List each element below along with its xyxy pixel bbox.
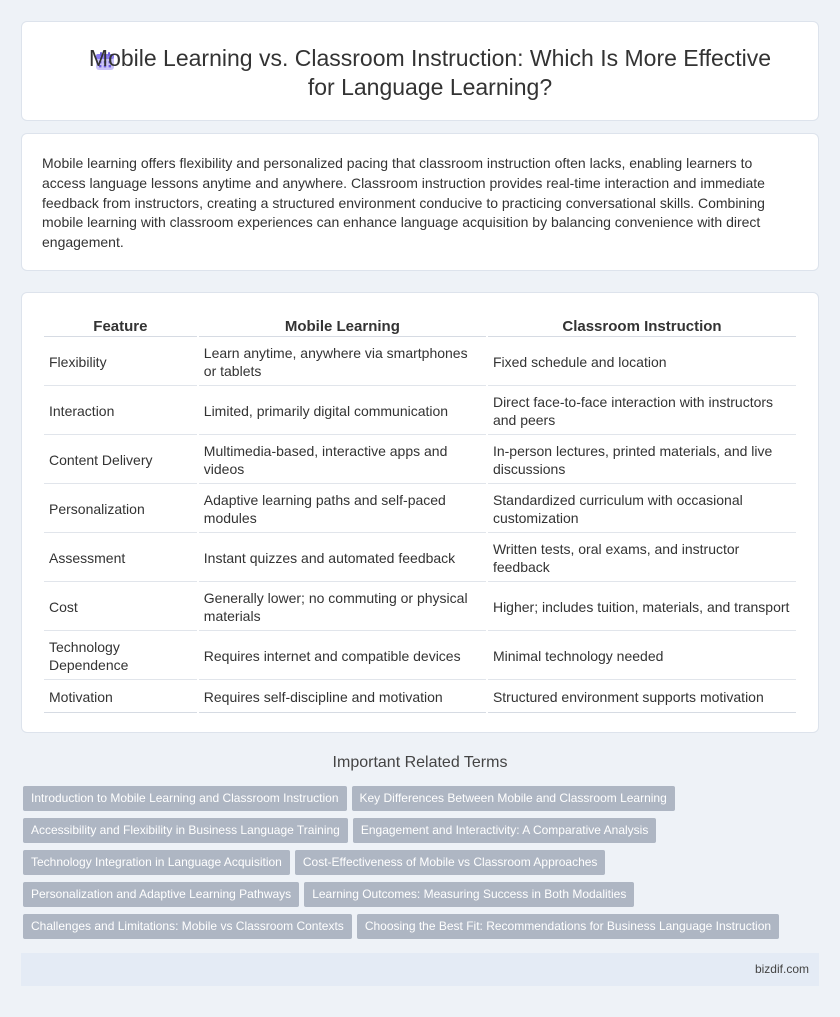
footer-site-link[interactable]: bizdif.com [754, 962, 809, 976]
page-title: Mobile Learning vs. Classroom Instruction: Which Is More Effective for Language Learning? [88, 45, 772, 100]
table-row [44, 633, 796, 680]
footer [21, 953, 819, 986]
related-terms-heading: Important Related Terms [332, 754, 508, 771]
table-row [44, 437, 796, 484]
mobile-cell: Limited, primarily digital communication [199, 388, 486, 435]
feature-cell: Content Delivery [44, 437, 197, 484]
related-term-tag[interactable]: Personalization and Adaptive Learning Pathways [23, 882, 299, 907]
mobile-cell: Requires internet and compatible devices [199, 633, 486, 680]
related-term-tag[interactable]: Engagement and Interactivity: A Comparative Analysis [353, 818, 657, 843]
header-mobile-learning: Mobile Learning [199, 317, 486, 337]
mobile-cell: Learn anytime, anywhere via smartphones or tablets [199, 339, 486, 386]
feature-cell: Flexibility [44, 339, 197, 386]
related-term-tag[interactable]: Accessibility and Flexibility in Business Language Training [23, 818, 348, 843]
related-terms-list [23, 786, 823, 946]
related-term-tag[interactable]: Learning Outcomes: Measuring Success in Both Modalities [304, 882, 634, 907]
feature-cell: Technology Dependence [44, 633, 197, 680]
comparison-table-card [21, 292, 819, 733]
feature-cell: Interaction [44, 388, 197, 435]
related-term-tag[interactable]: Challenges and Limitations: Mobile vs Classroom Contexts [23, 914, 352, 939]
classroom-cell: Standardized curriculum with occasional customization [488, 486, 796, 533]
mobile-cell: Adaptive learning paths and self-paced modules [199, 486, 486, 533]
mobile-cell: Instant quizzes and automated feedback [199, 535, 486, 582]
header-feature: Feature [44, 317, 197, 337]
table-row [44, 584, 796, 631]
table-row [44, 486, 796, 533]
mobile-cell: Generally lower; no commuting or physical materials [199, 584, 486, 631]
related-term-tag[interactable]: Key Differences Between Mobile and Classroom Learning [352, 786, 675, 811]
related-term-tag[interactable]: Choosing the Best Fit: Recommendations for Business Language Instruction [357, 914, 779, 939]
table-header-row [44, 317, 796, 337]
classroom-cell: Minimal technology needed [488, 633, 796, 680]
table-row [44, 339, 796, 386]
table-row [44, 388, 796, 435]
mobile-cell: Multimedia-based, interactive apps and videos [199, 437, 486, 484]
feature-cell: Cost [44, 584, 197, 631]
header-classroom-instruction: Classroom Instruction [488, 317, 796, 337]
feature-cell: Motivation [44, 682, 197, 713]
intro-card [21, 133, 819, 271]
related-term-tag[interactable]: Cost-Effectiveness of Mobile vs Classroom Approaches [295, 850, 606, 875]
comparison-table [42, 315, 798, 715]
mobile-cell: Requires self-discipline and motivation [199, 682, 486, 713]
table-row [44, 682, 796, 713]
classroom-cell: Higher; includes tuition, materials, and transport [488, 584, 796, 631]
feature-cell: Assessment [44, 535, 197, 582]
classroom-cell: Structured environment supports motivation [488, 682, 796, 713]
classroom-cell: Direct face-to-face interaction with instructors and peers [488, 388, 796, 435]
classroom-cell: Written tests, oral exams, and instructor feedback [488, 535, 796, 582]
title-card [21, 21, 819, 121]
related-term-tag[interactable]: Technology Integration in Language Acquisition [23, 850, 290, 875]
feature-cell: Personalization [44, 486, 197, 533]
related-term-tag[interactable]: Introduction to Mobile Learning and Classroom Instruction [23, 786, 347, 811]
classroom-cell: Fixed schedule and location [488, 339, 796, 386]
intro-paragraph: Mobile learning offers flexibility and personalized pacing that classroom instruction often lacks, enabling learners to access language lessons anytime and anywhere. Classroom instruction provides real-time interaction and immediate feedback from instructors, creating a structured environment conducive to practicing conversational skills. Combining mobile learning with classroom experiences can enhance language acquisition by balancing convenience with direct engagement. [42, 155, 765, 251]
table-row [44, 535, 796, 582]
classroom-cell: In-person lectures, printed materials, and live discussions [488, 437, 796, 484]
